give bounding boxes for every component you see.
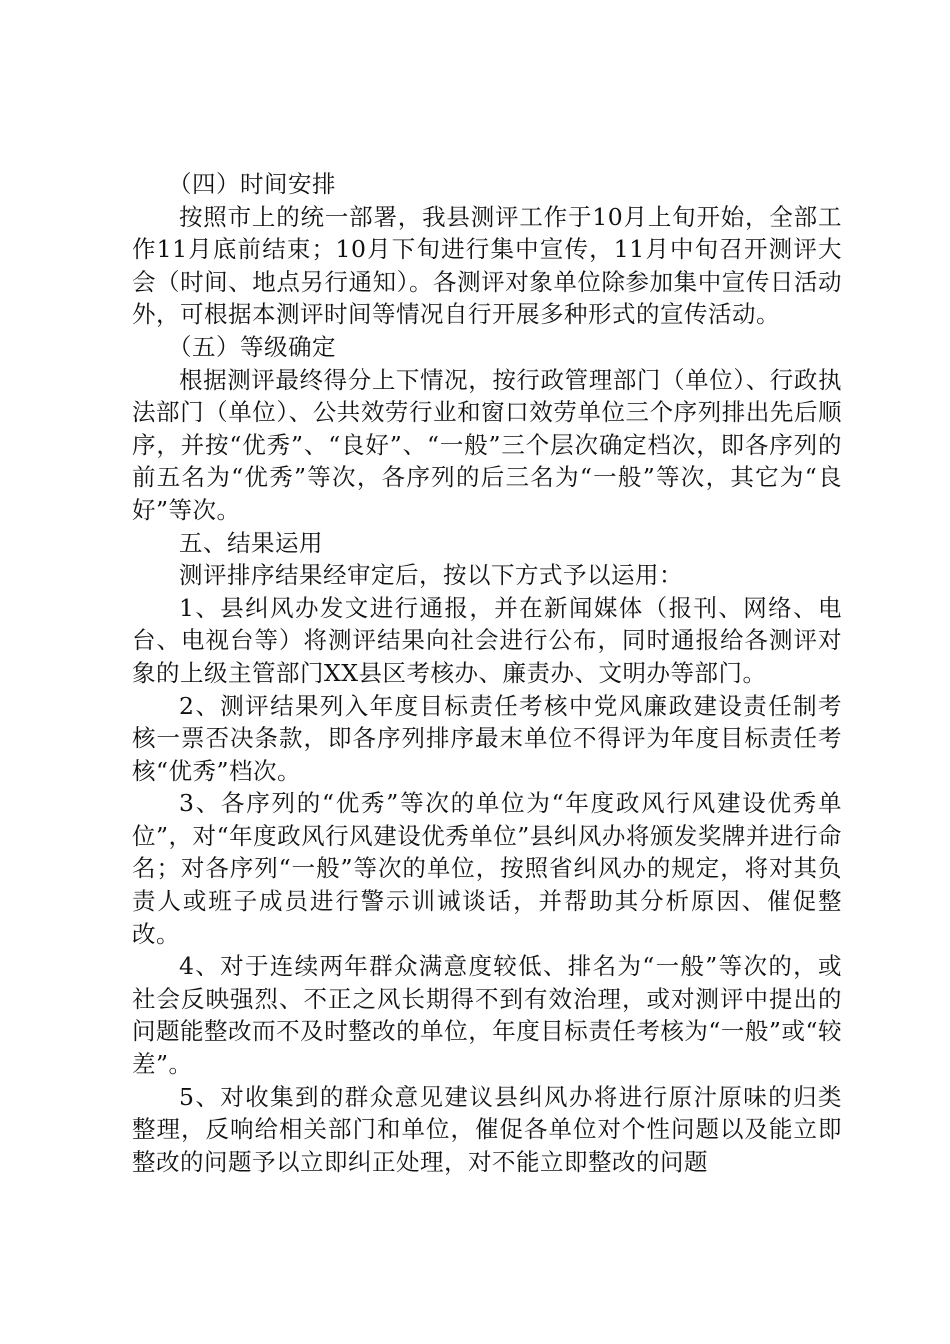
section4-heading: （四）时间安排 [168, 170, 336, 198]
part5-intro: 测评排序结果经审定后，按以下方式予以运用： [179, 561, 683, 590]
section4-paragraph: 按照市上的统一部署，我县测评工作于10月上旬开始，全部工作11月底前结束；10月下旬进行集中宣传，11月中旬召开测评大会（时间、地点另行通知）。各测评对象单位除参加集中宣传日活动外，可根据本测评时间等情况自行开展多种形式的宣传活动。 [132, 202, 842, 329]
list-item-4: 4、对于连续两年群众满意度较低、排名为“一般”等次的，或社会反映强烈、不正之风长期得不到有效治理，或对测评中提出的问题能整改而不及时整改的单位，年度目标责任考核为“一般”或“较差”。 [132, 952, 842, 1079]
part5-heading: 五、结果运用 [179, 528, 323, 557]
list-item-3: 3、各序列的“优秀”等次的单位为“年度政风行风建设优秀单位”，对“年度政风行风建设优秀单位”县纠风办将颁发奖牌并进行命名；对各序列“一般”等次的单位，按照省纠风办的规定，将对其负责人或班子成员进行警示训诫谈话，并帮助其分析原因、催促整改。 [132, 789, 842, 948]
list-item-5: 5、对收集到的群众意见建议县纠风办将进行原汁原味的归类整理，反响给相关部门和单位，催促各单位对个性问题以及能立即整改的问题予以立即纠正处理，对不能立即整改的问题 [132, 1082, 842, 1176]
list-item-1: 1、县纠风办发文进行通报，并在新闻媒体（报刊、网络、电台、电视台等）将测评结果向社会进行公布，同时通报给各测评对象的上级主管部门XX县区考核办、廉责办、文明办等部门。 [132, 593, 842, 687]
section5-paragraph: 根据测评最终得分上下情况，按行政管理部门（单位）、行政执法部门（单位）、公共效劳行业和窗口效劳单位三个序列排出先后顺序，并按“优秀”、“良好”、“一般”三个层次确定档次，即各序列的前五名为“优秀”等次，各序列的后三名为“一般”等次，其它为“良好”等次。 [132, 365, 842, 524]
section5-heading: （五）等级确定 [168, 332, 336, 361]
document-page [132, 168, 842, 1178]
list-item-2: 2、测评结果列入年度目标责任考核中党风廉政建设责任制考核一票否决条款，即各序列排序最末单位不得评为年度目标责任考核“优秀”档次。 [132, 691, 842, 785]
